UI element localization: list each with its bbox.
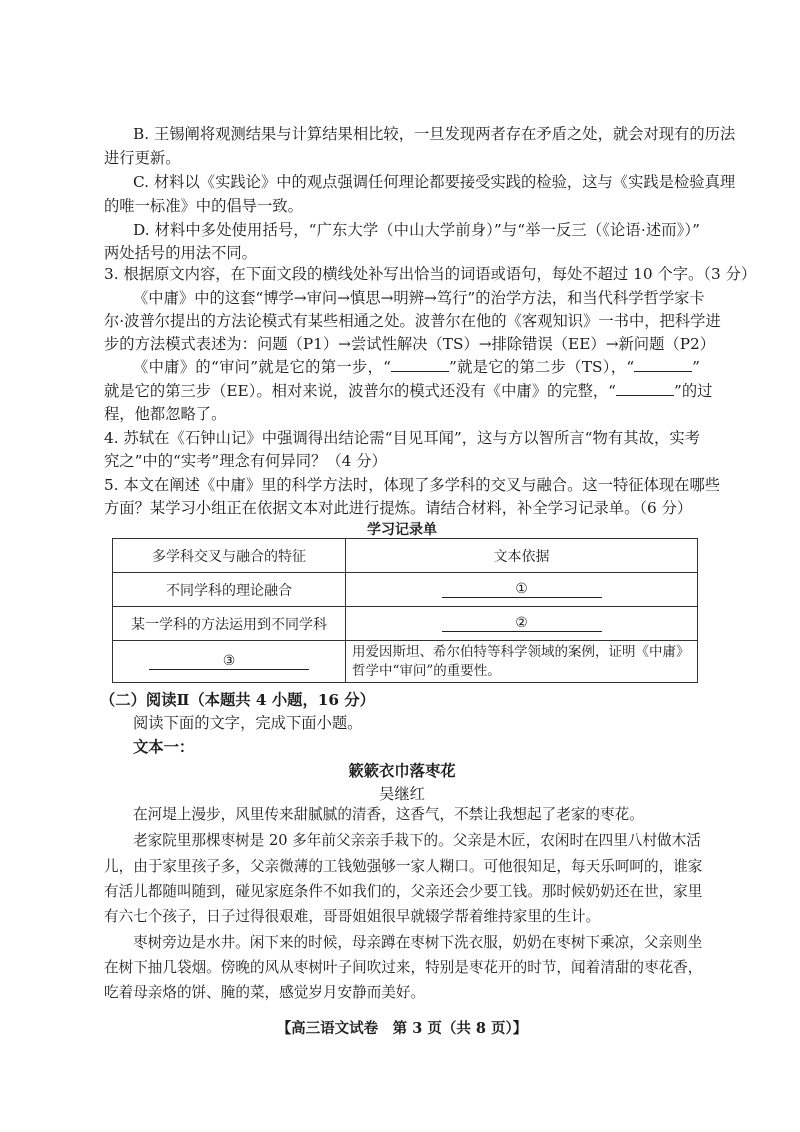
table-header: 多学科交叉与融合的特征 <box>113 539 346 573</box>
question-stem: 究之”中的“实考”理念有何异同？（4 分） <box>104 452 387 470</box>
text-line: 有活儿都随叫随到，碰见家庭条件不如我们的，父亲还会少要工钱。那时候奶奶还在世，家里 <box>104 883 703 900</box>
text-line: 在河堤上漫步，风里传来甜腻腻的清香，这香气，不禁让我想起了老家的枣花。 <box>133 806 644 823</box>
question-stem: 3. 根据原文内容，在下面文段的横线处补写出恰当的词语或语句，每处不超过 10 个字。（3 分） <box>104 265 757 283</box>
text-segment: ”就是它的第二步（TS），“ <box>448 358 635 376</box>
text-line: 程，他都忽略了。 <box>104 405 227 423</box>
page-footer: 【高三语文试卷 第 3 页（共 8 页）】 <box>276 1020 528 1037</box>
text-segment: 就是它的第三步（EE）。相对来说，波普尔的模式还没有《中庸》的完整，“ <box>104 382 617 400</box>
text-line: 吃着母亲烙的饼、腌的菜，感觉岁月安静而美好。 <box>104 984 426 1001</box>
table-header: 文本依据 <box>346 539 698 573</box>
answer-blank-circle-1[interactable]: ① <box>442 581 602 598</box>
table-row <box>113 641 698 683</box>
table-cell[interactable] <box>113 641 346 683</box>
text-line: 有六七个孩子，日子过得很艰难，哥哥姐姐很早就辍学帮着维持家里的生计。 <box>104 908 601 925</box>
question-stem: 方面？某学习小组正在依据文本对此进行提炼。请结合材料，补全学习记录单。（6 分） <box>104 499 693 517</box>
question-stem: 4. 苏轼在《石钟山记》中强调得出结论需“目见耳闻”，这与方以智所言“物有其故，实考 <box>104 429 700 447</box>
answer-blank-circle-3[interactable]: ③ <box>149 653 309 670</box>
instruction: 阅读下面的文字，完成下面小题。 <box>133 714 363 732</box>
text-line <box>104 381 713 401</box>
text-segment: 《中庸》的“审问”就是它的第一步，“ <box>133 358 391 376</box>
text-line: 进行更新。 <box>104 149 181 167</box>
table-row <box>113 573 698 607</box>
table-header-row <box>113 539 698 573</box>
table-cell: 用爱因斯坦、希尔伯特等科学领域的案例，证明《中庸》哲学中“审问”的重要性。 <box>346 641 698 683</box>
text-line: 步的方法模式表述为：问题（P1）→尝试性解决（TS）→排除错误（EE）→新问题（P2） <box>104 335 716 353</box>
answer-blank-2[interactable] <box>634 357 692 372</box>
text-line: 的唯一标准》中的倡导一致。 <box>104 197 303 215</box>
answer-blank-3[interactable] <box>616 381 674 396</box>
text-line: 儿，由于家里孩子多，父亲微薄的工钱勉强够一家人糊口。可他很知足，每天乐呵呵的，谁家 <box>104 858 703 875</box>
text-line: 《中庸》中的这套“博学→审问→慎思→明辨→笃行”的治学方法，和当代科学哲学家卡 <box>133 289 705 307</box>
text-line <box>133 357 700 377</box>
table-cell: 不同学科的理论融合 <box>113 573 346 607</box>
text-segment: ”的过 <box>674 382 713 400</box>
text-label: 文本一： <box>133 738 195 756</box>
text-line: 两处括号的用法不同。 <box>104 244 257 262</box>
table-cell[interactable] <box>346 607 698 641</box>
text-line: B. 王锡阐将观测结果与计算结果相比较，一旦发现两者存在矛盾之处，就会对现有的历法 <box>133 125 736 143</box>
text-line: 枣树旁边是水井。闲下来的时候，母亲蹲在枣树下洗衣服，奶奶在枣树下乘凉，父亲则坐 <box>133 934 703 951</box>
text-line: 在树下抽几袋烟。傍晚的风从枣树叶子间吹过来，特别是枣花开的时节，闻着清甜的枣花香， <box>104 959 703 976</box>
answer-blank-circle-2[interactable]: ② <box>442 615 602 632</box>
article-author: 吴继红 <box>379 785 425 803</box>
article-title: 簌簌衣巾落枣花 <box>348 762 456 780</box>
table-cell[interactable] <box>346 573 698 607</box>
table-row <box>113 607 698 641</box>
record-table <box>112 538 698 683</box>
text-line: D. 材料中多处使用括号，“广东大学（中山大学前身）”与“举一反三（《论语·述而》）” <box>133 221 700 239</box>
text-line: 老家院里那棵枣树是 20 多年前父亲亲手栽下的。父亲是木匠，农闲时在四里八村做木活 <box>133 832 701 849</box>
text-line: 尔·波普尔提出的方法论模式有某些相通之处。波普尔在他的《客观知识》一书中，把科学进 <box>104 312 721 330</box>
answer-blank-1[interactable] <box>391 357 449 372</box>
table-cell: 某一学科的方法运用到不同学科 <box>113 607 346 641</box>
table-title: 学习记录单 <box>367 522 437 538</box>
text-segment: ” <box>692 358 700 376</box>
question-stem: 5. 本文在阐述《中庸》里的科学方法时，体现了多学科的交叉与融合。这一特征体现在哪些 <box>104 476 721 494</box>
text-line: C. 材料以《实践论》中的观点强调任何理论都要接受实践的检验，这与《实践是检验真理 <box>133 173 736 191</box>
section-heading: （二）阅读Ⅱ（本题共 4 小题，16 分） <box>100 691 375 709</box>
